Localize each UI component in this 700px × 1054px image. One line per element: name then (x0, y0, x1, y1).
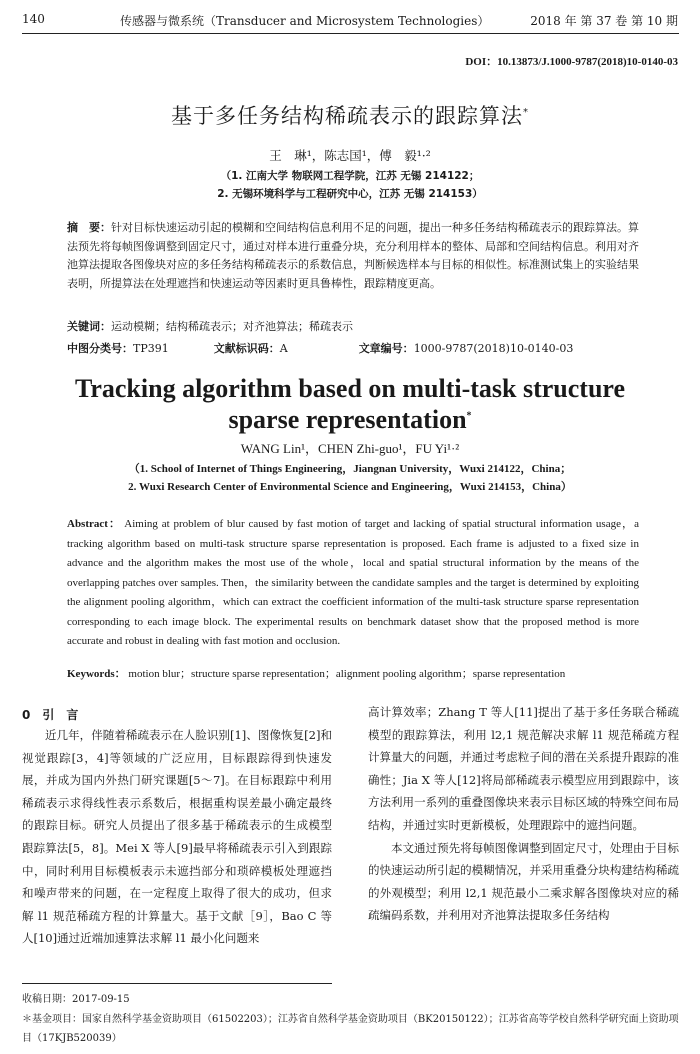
doi: DOI：10.13873/J.1000-9787(2018)10-0140-03 (465, 56, 678, 68)
doc-code-value: A (279, 342, 288, 355)
article-number-value: 1000-9787(2018)10-0140-03 (413, 342, 574, 355)
title-en-line2-text: sparse representation (228, 405, 467, 434)
affiliation-en-2: 2. Wuxi Research Center of Environmental Science and Engineering，Wuxi 214153，China） (128, 481, 572, 493)
section-heading-introduction: 0 引 言 (22, 708, 79, 722)
abstract-cn-text: 针对目标快速运动引起的模糊和空间结构信息利用不足的问题，提出一种多任务结构稀疏表示的跟踪算法。算法预先将每帧图像调整到固定尺寸，通过对样本进行重叠分块，充分利用样本的整体、局部和空间结构信息。利用对齐池算法提取各图像块对应的多任务结构稀疏表示的系数信息，判断候选样本与目标的相似性。标准测试集上的实验结果表明，所提算法在处理遮挡和快速运动等因素时更具鲁棒性，跟踪精度更高。 (67, 221, 639, 290)
title-cn-text: 基于多任务结构稀疏表示的跟踪算法 (171, 104, 523, 128)
affiliation-cn-2: 2. 无锡环境科学与工程研究中心，江苏 无锡 214153） (217, 188, 483, 200)
header-rule (22, 33, 679, 34)
intro-paragraph-2: 高计算效率；Zhang T 等人[11]提出了基于多任务联合稀疏模型的跟踪算法，利用 l2,1 规范解决求解 l1 规范稀疏方程计算量大的问题，并通过考虑粒子间的潜在关系提升跟踪的准确性；Jia X 等人[12]将局部稀疏表示模型应用到跟踪中，该方法利用一系列的重叠图像块来表示目标区域的特殊空间布局结构，并通过实时更新模板，处理跟踪中的遮挡问题。 (368, 705, 679, 832)
title-en-line1: Tracking algorithm based on multi-task structure (74, 374, 626, 403)
clc-label: 中图分类号： (67, 342, 133, 355)
intro-paragraph-1: 近几年，伴随着稀疏表示在人脸识别[1]、图像恢复[2]和视觉跟踪[3，4]等领域的广泛应用，目标跟踪得到快速发展，并成为国内外热门研究课题[5～7]。在目标跟踪中利用稀疏表示求得线性表示系数后，根据重构误差最小确定最终的跟踪目标。研究人员提出了很多基于稀疏表示的生成模型跟踪算法[5，8]。Mei X 等人[9]最早将稀疏表示引入到跟踪中，同时利用目标模板表示未遮挡部分和琐碎模板处理遮挡和噪声带来的问题，在一定程度上取得了很大的成功，但求解 l1 规范稀疏方程的计算量大。基于文献［9］，Bao C 等人[10]通过近端加速算法求解 l1 最小化问题来 (22, 728, 332, 946)
fund-note: ＊基金项目：国家自然科学基金资助项目（61502203）；江苏省自然科学基金资助项目（BK20150122）；江苏省高等学校自然科学研究面上资助项目（17KJB520039） (22, 1014, 679, 1044)
right-column (368, 701, 679, 927)
keywords-cn-label: 关键词： (67, 320, 111, 333)
keywords-en-text: motion blur；structure sparse representation；alignment pooling algorithm；sparse representation (128, 668, 566, 680)
keywords-en (67, 665, 639, 685)
article-number-label: 文章编号： (358, 342, 414, 355)
keywords-cn-text: 运动模糊；结构稀疏表示；对齐池算法；稀疏表示 (111, 320, 353, 333)
abstract-en-text: Aiming at problem of blur caused by fast motion of target and lacking of spatial structural information usage，a tracking algorithm based on multi-task structure sparse representation is proposed. Each frame is adjusted to a fixed size in advance and the algorithm makes the most use of the whole，local and spatial structural information by the means of the overlapping patches over samples. Then，the similarity between the candidate samples and the target is determined by exploiting the alignment pooling algorithm，which can extract the coefficient information of the multi-task structure sparse representation corresponding to each image block. The experimental results on benchmark dataset show that the proposed method is more accurate and robust in dealing with fast motion and occlusion. (67, 518, 639, 647)
abstract-en (67, 515, 639, 652)
affiliation-cn-1: （1. 江南大学 物联网工程学院，江苏 无锡 214122； (220, 170, 480, 182)
intro-paragraph-3: 本文通过预先将每帧图像调整到固定尺寸，处理由于目标的快速运动所引起的模糊情况，并采用重叠分块构建结构稀疏的外观模型；利用 l2,1 规范最小二乘求解各图像块对应的稀疏编码系数，并利用对齐池算法提取多任务结构 (368, 840, 679, 923)
authors-cn: 王 琳¹，陈志国¹，傅 毅¹·² (269, 148, 431, 163)
title-cn-mark: * (523, 107, 529, 118)
keywords-en-label: Keywords： (67, 668, 126, 680)
keywords-cn (67, 318, 639, 337)
title-en-mark: * (466, 410, 472, 422)
title-cn (0, 100, 700, 130)
abstract-cn (67, 219, 639, 293)
title-en-line2 (0, 405, 700, 435)
classification-row (67, 340, 573, 356)
abstract-cn-label: 摘 要： (67, 221, 111, 234)
left-column (22, 724, 332, 950)
doc-code-label: 文献标识码： (213, 342, 280, 355)
issue-info: 2018 年 第 37 卷 第 10 期 (530, 14, 678, 28)
received-date: 收稿日期：2017-09-15 (22, 994, 130, 1005)
page-number: 140 (22, 12, 45, 26)
journal-name: 传感器与微系统（Transducer and Microsystem Technologies） (120, 14, 490, 28)
clc-value: TP391 (133, 342, 169, 355)
authors-en: WANG Lin¹，CHEN Zhi-guo¹，FU Yi¹·² (240, 441, 460, 456)
footnote-rule (22, 983, 332, 984)
abstract-en-label: Abstract： (67, 518, 122, 530)
affiliation-en-1: （1. School of Internet of Things Engineering，Jiangnan University，Wuxi 214122，China； (128, 463, 572, 475)
